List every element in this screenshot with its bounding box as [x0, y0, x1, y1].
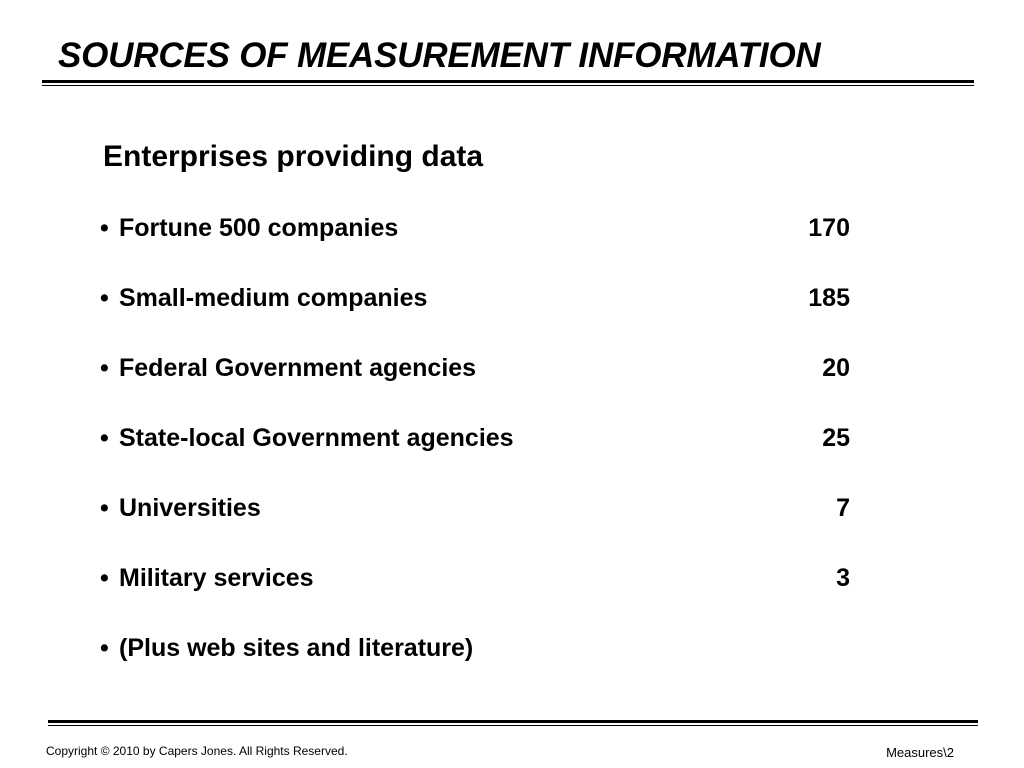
title-divider-thin — [42, 85, 974, 86]
item-count: 7 — [836, 494, 850, 522]
item-count: 170 — [808, 214, 850, 242]
bullet-icon: • — [100, 214, 109, 242]
bullet-icon: • — [100, 424, 109, 452]
item-label: Universities — [119, 494, 261, 522]
list-item-universities — [100, 494, 850, 526]
page-reference: Measures\2 — [886, 745, 954, 760]
list-item-military — [100, 564, 850, 596]
bullet-icon: • — [100, 634, 109, 662]
title-divider-thick — [42, 80, 974, 83]
bullet-icon: • — [100, 284, 109, 312]
section-heading: Enterprises providing data — [103, 140, 484, 173]
item-label: Small-medium companies — [119, 284, 428, 312]
item-label: (Plus web sites and literature) — [119, 634, 474, 662]
item-count: 185 — [808, 284, 850, 312]
list-item-federal-government — [100, 354, 850, 386]
list-item-fortune-500 — [100, 214, 850, 246]
item-label: Military services — [119, 564, 314, 592]
bullet-icon: • — [100, 494, 109, 522]
item-label: State-local Government agencies — [119, 424, 514, 452]
item-count: 20 — [822, 354, 850, 382]
list-item-state-local-government — [100, 424, 850, 456]
item-label: Federal Government agencies — [119, 354, 477, 382]
bullet-icon: • — [100, 564, 109, 592]
item-count: 3 — [836, 564, 850, 592]
item-count: 25 — [822, 424, 850, 452]
bullet-icon: • — [100, 354, 109, 382]
footer-divider-thin — [48, 725, 978, 726]
list-item-small-medium — [100, 284, 850, 316]
slide-title: SOURCES OF MEASUREMENT INFORMATION — [58, 36, 821, 75]
copyright-notice: Copyright © 2010 by Capers Jones. All Rights Reserved. — [46, 744, 348, 758]
item-label: Fortune 500 companies — [119, 214, 399, 242]
footer-divider-thick — [48, 720, 978, 723]
list-item-web-and-literature — [100, 634, 850, 666]
